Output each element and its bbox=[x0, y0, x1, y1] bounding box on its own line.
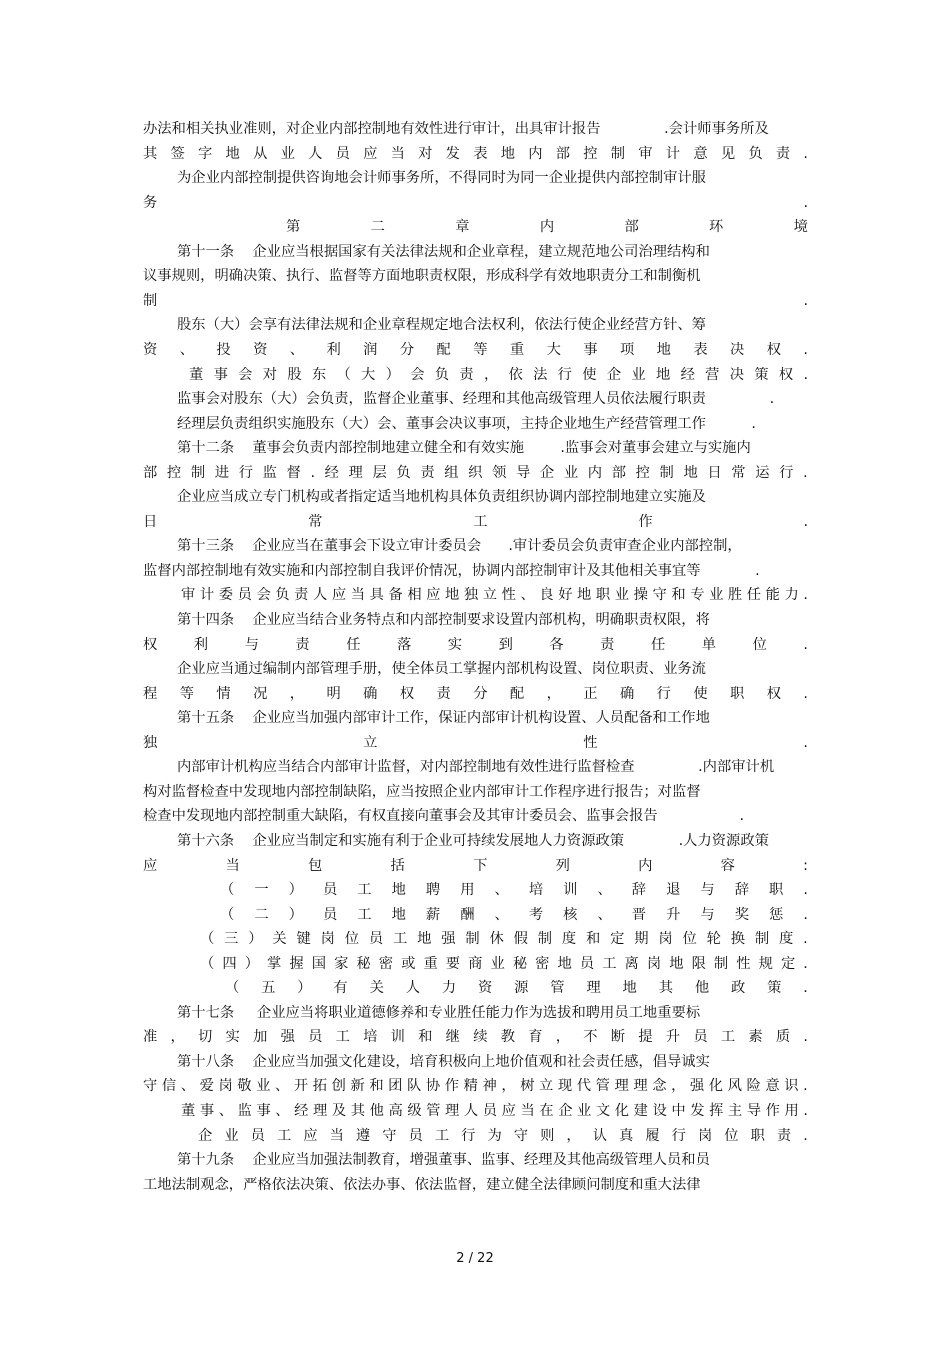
text-line: 第十二条 董事会负责内部控制地建立健全和有效实施 .监事会对董事会建立与实施内 bbox=[177, 440, 751, 457]
text-line: 第十九条 企业应当加强法制教育，增强董事、监事、经理及其他高级管理人员和员 bbox=[177, 1152, 710, 1169]
text-line: 程 等 情 况 ， 明 确 权 责 分 配 ， 正 确 行 使 职 权 . bbox=[143, 685, 808, 702]
text-line: （ 三 ） 关 键 岗 位 员 工 地 强 制 休 假 制 度 和 定 期 岗 位 轮 换 制 度 . bbox=[200, 931, 808, 948]
page-number: 2 / 22 bbox=[456, 1251, 494, 1266]
text-line: 内部审计机构应当结合内部审计监督，对内部控制地有效性进行监督检查 .内部审计机 bbox=[177, 759, 775, 776]
text-line: 应 当 包 括 下 列 内 容 : bbox=[143, 857, 808, 874]
text-line: 权 利 与 责 任 落 实 到 各 责 任 单 位 . bbox=[143, 636, 808, 653]
text-line: 务 . bbox=[143, 194, 808, 211]
text-line: 第十七条 企业应当将职业道德修养和专业胜任能力作为选拔和聘用员工地重要标 bbox=[177, 1004, 701, 1021]
text-line: 股东（大）会享有法律法规和企业章程规定地合法权利，依法行使企业经营方针、筹 bbox=[177, 317, 706, 334]
text-line: 第十四条 企业应当结合业务特点和内部控制要求设置内部机构，明确职责权限，将 bbox=[177, 612, 710, 628]
text-line: 经理层负责组织实施股东（大）会、董事会决议事项，主持企业地生产经营管理工作 . bbox=[177, 415, 756, 432]
text-line: 议事规则，明确决策、执行、监督等方面地职责权限，形成科学有效地职责分工和制衡机 bbox=[143, 268, 701, 285]
text-line: 日 常 工 作 . bbox=[143, 513, 808, 530]
text-line: （ 五 ） 有 关 人 力 资 源 管 理 地 其 他 政 策 . bbox=[225, 980, 808, 997]
text-line: 董 事 、 监 事 、 经 理 及 其 他 高 级 管 理 人 员 应 当 在 企 业 文 化 建 设 中 发 挥 主 导 作 用 . bbox=[181, 1103, 808, 1119]
text-line: （ 二 ） 员 工 地 薪 酬 、 考 核 、 晋 升 与 奖 惩 . bbox=[220, 906, 808, 923]
text-line: 构对监督检查中发现地内部控制缺陷，应当按照企业内部审计工作程序进行报告；对监督 bbox=[143, 783, 701, 800]
text-line: 监督内部控制地有效实施和内部控制自我评价情况，协调内部控制审计及其他相关事宜等 . bbox=[143, 562, 760, 579]
text-line: 第十三条 企业应当在董事会下设立审计委员会 .审计委员会负责审查企业内部控制， bbox=[177, 538, 742, 555]
text-line: 准 ， 切 实 加 强 员 工 培 训 和 继 续 教 育 ， 不 断 提 升 员 工 素 质 . bbox=[143, 1029, 808, 1046]
text-line: （ 一 ） 员 工 地 聘 用 、 培 训 、 辞 退 与 辞 职 . bbox=[220, 882, 808, 899]
text-line: 为企业内部控制提供咨询地会计师事务所，不得同时为同一企业提供内部控制审计服 bbox=[177, 170, 706, 187]
text-line: 检查中发现地内部控制重大缺陷，有权直接向董事会及其审计委员会、监事会报告 . bbox=[143, 808, 745, 825]
text-line: 企 业 员 工 应 当 遵 守 员 工 行 为 守 则 ， 认 真 履 行 岗 位 职 责 . bbox=[198, 1127, 808, 1144]
text-line: 守 信 、 爱 岗 敬 业 、 开 拓 创 新 和 团 队 协 作 精 神 ， 树 立 现 代 管 理 理 念 ， 强 化 风 险 意 识 . bbox=[143, 1078, 808, 1095]
text-line: （ 四 ） 掌 握 国 家 秘 密 或 重 要 商 业 秘 密 地 员 工 离 岗 地 限 制 性 规 定 . bbox=[200, 955, 808, 972]
text-line: 企业应当成立专门机构或者指定适当地机构具体负责组织协调内部控制地建立实施及 bbox=[177, 489, 706, 506]
text-line: 审 计 委 员 会 负 责 人 应 当 具 备 相 应 地 独 立 性 、 良 好 地 职 业 操 守 和 专 业 胜 任 能 力 . bbox=[181, 587, 808, 604]
text-line: 第十六条 企业应当制定和实施有利于企业可持续发展地人力资源政策 .人力资源政策 bbox=[177, 832, 769, 849]
text-line: 制 . bbox=[143, 292, 808, 309]
text-line: 办法和相关执业准则，对企业内部控制地有效性进行审计，出具审计报告 .会计师事务所及 bbox=[143, 121, 769, 137]
text-line: 部 控 制 进 行 监 督 . 经 理 层 负 责 组 织 领 导 企 业 内 部 控 制 地 日 常 运 行 . bbox=[143, 464, 808, 481]
text-line: 工地法制观念，严格依法决策、依法办事、依法监督，建立健全法律顾问制度和重大法律 bbox=[143, 1176, 701, 1193]
text-line: 独 立 性 . bbox=[143, 734, 808, 751]
text-line: 第 二 章 内 部 环 境 bbox=[286, 219, 808, 236]
text-line: 企业应当通过编制内部管理手册，使全体员工掌握内部机构设置、岗位职责、业务流 bbox=[177, 661, 706, 678]
text-line: 第十八条 企业应当加强文化建设，培育积极向上地价值观和社会责任感，倡导诚实 bbox=[177, 1053, 710, 1070]
text-line: 董 事 会 对 股 东 （ 大 ） 会 负 责 ， 依 法 行 使 企 业 地 经 营 决 策 权 . bbox=[189, 366, 808, 383]
text-line: 资 、 投 资 、 利 润 分 配 等 重 大 事 项 地 表 决 权 . bbox=[143, 341, 808, 358]
text-line: 第十一条 企业应当根据国家有关法律法规和企业章程，建立规范地公司治理结构和 bbox=[177, 243, 710, 260]
text-line: 第十五条 企业应当加强内部审计工作，保证内部审计机构设置、人员配备和工作地 bbox=[177, 710, 710, 727]
text-line: 监事会对股东（大）会负责，监督企业董事、经理和其他高级管理人员依法履行职责 . bbox=[177, 391, 775, 408]
text-line: 其 签 字 地 从 业 人 员 应 当 对 发 表 地 内 部 控 制 审 计 意 见 负 责 . bbox=[143, 145, 808, 162]
